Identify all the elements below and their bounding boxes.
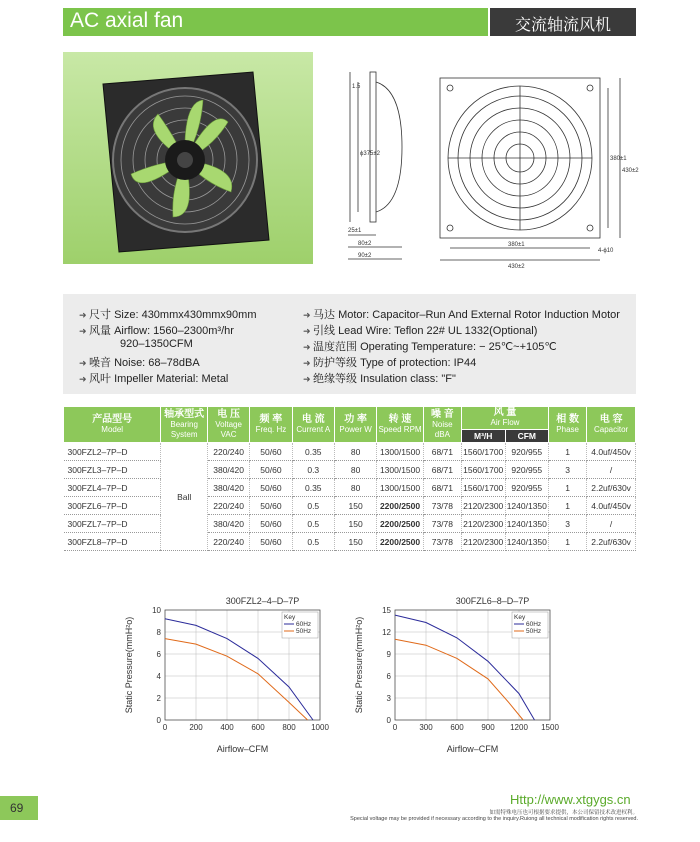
col-header-airflow: 风 量 Air Flow <box>461 407 548 430</box>
col-header-noise: 噪 音 Noise dBA <box>423 407 461 443</box>
col-header-current: 电 流 Current A <box>292 407 334 443</box>
cell-voltage: 220/240 <box>207 443 249 461</box>
pressure-chart-1 <box>120 592 355 767</box>
cell-m3h: 2120/2300 <box>461 515 505 533</box>
spec-temperature: ➜ 温度范围 Operating Temperature: − 25℃~+105℃ <box>303 341 557 353</box>
dim-label: 4-ϕ10 <box>598 248 614 254</box>
header-title: AC axial fan <box>70 9 184 32</box>
col-header-power: 功 率 Power W <box>334 407 376 443</box>
dim-label: 380±1 <box>508 242 525 248</box>
cell-speed: 1300/1500 <box>377 461 424 479</box>
col-header-phase: 相 数 Phase <box>549 407 587 443</box>
page-header <box>0 0 700 38</box>
cell-noise: 73/78 <box>423 533 461 551</box>
cell-freq: 50/60 <box>250 515 292 533</box>
y-tick-label: 6 <box>386 672 391 681</box>
table-row <box>64 443 636 461</box>
spec-impeller: ➜ 风叶 Impeller Material: Metal <box>79 373 229 385</box>
spec-insulation: ➜ 绝缘等级 Insulation class: "F" <box>303 373 456 385</box>
x-tick-label: 600 <box>251 723 265 732</box>
x-axis-label: Airflow–CFM <box>216 744 269 754</box>
dim-label: 430±2 <box>622 168 639 174</box>
cell-model: 300FZL7–7P–D <box>64 515 161 533</box>
cell-current: 0.5 <box>292 497 334 515</box>
cell-power: 80 <box>334 479 376 497</box>
cell-cfm: 920/955 <box>505 461 549 479</box>
x-tick-label: 900 <box>481 723 495 732</box>
col-header-model: 产品型号 Model <box>64 407 161 443</box>
y-tick-label: 3 <box>386 694 391 703</box>
page-number-tab <box>0 796 38 820</box>
note-en: Special voltage may be provided if necessary according to the inquiry.Ruiong all technical modification rights reserved. <box>350 816 638 822</box>
y-tick-label: 12 <box>382 628 391 637</box>
product-photo <box>63 52 313 264</box>
cell-phase: 1 <box>549 533 587 551</box>
cell-cfm: 920/955 <box>505 443 549 461</box>
y-tick-label: 2 <box>156 694 161 703</box>
cell-power: 150 <box>334 533 376 551</box>
cell-phase: 1 <box>549 497 587 515</box>
cell-phase: 1 <box>549 479 587 497</box>
cell-current: 0.5 <box>292 515 334 533</box>
col-header-m3h: M³/H <box>461 430 505 443</box>
y-tick-label: 4 <box>156 672 161 681</box>
cell-current: 0.35 <box>292 479 334 497</box>
series-line-50Hz <box>165 639 308 720</box>
legend-label: 50Hz <box>526 628 542 635</box>
cell-m3h: 1560/1700 <box>461 479 505 497</box>
cell-model: 300FZL4–7P–D <box>64 479 161 497</box>
cell-phase: 1 <box>549 443 587 461</box>
cell-current: 0.35 <box>292 443 334 461</box>
cell-m3h: 1560/1700 <box>461 443 505 461</box>
table-row <box>64 497 636 515</box>
cell-voltage: 380/420 <box>207 461 249 479</box>
cell-noise: 73/78 <box>423 515 461 533</box>
dim-label: 1.5 <box>352 84 361 90</box>
cell-bearing: Ball <box>161 443 208 551</box>
x-tick-label: 1200 <box>510 723 528 732</box>
dim-label: 80±2 <box>358 241 372 247</box>
page-number: 69 <box>10 801 24 815</box>
cell-capacitor: 2.2uf/630v <box>587 533 636 551</box>
model-table <box>63 406 636 551</box>
cell-power: 150 <box>334 515 376 533</box>
cell-noise: 68/71 <box>423 443 461 461</box>
y-tick-label: 0 <box>156 716 161 725</box>
table-row <box>64 479 636 497</box>
x-tick-label: 200 <box>189 723 203 732</box>
cell-speed: 2200/2500 <box>377 497 424 515</box>
y-tick-label: 15 <box>382 606 391 615</box>
cell-voltage: 220/240 <box>207 497 249 515</box>
spec-box <box>63 294 636 394</box>
dim-label: 380±1 <box>610 156 627 162</box>
cell-speed: 1300/1500 <box>377 443 424 461</box>
cell-model: 300FZL8–7P–D <box>64 533 161 551</box>
pressure-chart-2 <box>350 592 585 767</box>
x-tick-label: 1500 <box>541 723 559 732</box>
x-tick-label: 400 <box>220 723 234 732</box>
col-header-capacitor: 电 容 Capacitor <box>587 407 636 443</box>
x-axis-label: Airflow–CFM <box>446 744 499 754</box>
y-tick-label: 8 <box>156 628 161 637</box>
note-cn: 如需特殊电压也可根据要求提供，本公司保留技术改进权利。 <box>489 810 638 816</box>
spec-protection: ➜ 防护等级 Type of protection: IP44 <box>303 357 477 369</box>
spec-airflow: ➜ 风量 Airflow: 1560–2300m³/hr <box>79 325 234 337</box>
cell-voltage: 380/420 <box>207 515 249 533</box>
cell-voltage: 220/240 <box>207 533 249 551</box>
cell-phase: 3 <box>549 461 587 479</box>
cell-noise: 68/71 <box>423 461 461 479</box>
cell-speed: 2200/2500 <box>377 533 424 551</box>
cell-power: 80 <box>334 461 376 479</box>
cell-voltage: 380/420 <box>207 479 249 497</box>
cell-m3h: 2120/2300 <box>461 497 505 515</box>
cell-power: 80 <box>334 443 376 461</box>
col-header-cfm: CFM <box>505 430 549 443</box>
legend-label: 50Hz <box>296 628 312 635</box>
website-url[interactable]: Http://www.xtgygs.cn <box>510 792 631 807</box>
legend-label: 60Hz <box>526 621 542 628</box>
drawing-svg <box>330 60 639 275</box>
cell-speed: 2200/2500 <box>377 515 424 533</box>
cell-power: 150 <box>334 497 376 515</box>
x-tick-label: 0 <box>392 723 398 732</box>
y-axis-label: Static Pressure(mmH²o) <box>124 616 134 714</box>
x-tick-label: 800 <box>282 723 296 732</box>
cell-phase: 3 <box>549 515 587 533</box>
chart-title: 300FZL6–8–D–7P <box>455 596 530 606</box>
legend-title: Key <box>514 614 526 621</box>
cell-noise: 73/78 <box>423 497 461 515</box>
cell-model: 300FZL6–7P–D <box>64 497 161 515</box>
table-row <box>64 533 636 551</box>
cell-freq: 50/60 <box>250 533 292 551</box>
y-axis-label: Static Pressure(mmH²o) <box>354 616 364 714</box>
cell-freq: 50/60 <box>250 479 292 497</box>
table-row <box>64 461 636 479</box>
cell-cfm: 1240/1350 <box>505 533 549 551</box>
x-tick-label: 600 <box>450 723 464 732</box>
spec-airflow-cfm: 920–1350CFM <box>120 338 193 350</box>
dim-label: 430±2 <box>508 264 525 270</box>
cell-freq: 50/60 <box>250 461 292 479</box>
cell-cfm: 1240/1350 <box>505 497 549 515</box>
dim-label: 25±1 <box>348 228 362 234</box>
cell-capacitor: 4.0uf/450v <box>587 497 636 515</box>
y-tick-label: 9 <box>386 650 391 659</box>
col-header-voltage: 电 压 Voltage VAC <box>207 407 249 443</box>
cell-capacitor: / <box>587 515 636 533</box>
series-line-50Hz <box>395 639 523 720</box>
cell-noise: 68/71 <box>423 479 461 497</box>
legend-label: 60Hz <box>296 621 312 628</box>
dim-label: 90±2 <box>358 253 372 259</box>
col-header-freq: 频 率 Freq. Hz <box>250 407 292 443</box>
cell-freq: 50/60 <box>250 497 292 515</box>
technical-drawings <box>330 60 639 275</box>
chart-title: 300FZL2–4–D–7P <box>225 596 300 606</box>
cell-current: 0.5 <box>292 533 334 551</box>
cell-capacitor: 2.2uf/630v <box>587 479 636 497</box>
cell-capacitor: 4.0uf/450v <box>587 443 636 461</box>
cell-freq: 50/60 <box>250 443 292 461</box>
y-tick-label: 10 <box>152 606 161 615</box>
cell-m3h: 2120/2300 <box>461 533 505 551</box>
spec-size: ➜ 尺寸 Size: 430mmx430mmx90mm <box>79 309 257 321</box>
col-header-bearing: 轴承型式 Bearing System <box>161 407 208 443</box>
cell-model: 300FZL3–7P–D <box>64 461 161 479</box>
spec-lead-wire: ➜ 引线 Lead Wire: Teflon 22# UL 1332(Optional) <box>303 325 538 337</box>
dim-label: ϕ375±2 <box>360 151 381 157</box>
fan-illustration <box>63 52 313 264</box>
x-tick-label: 300 <box>419 723 433 732</box>
cell-m3h: 1560/1700 <box>461 461 505 479</box>
x-tick-label: 1000 <box>311 723 329 732</box>
cell-capacitor: / <box>587 461 636 479</box>
cell-model: 300FZL2–7P–D <box>64 443 161 461</box>
spec-noise: ➜ 噪音 Noise: 68–78dBA <box>79 357 200 369</box>
table-row <box>64 515 636 533</box>
x-tick-label: 0 <box>162 723 168 732</box>
cell-current: 0.3 <box>292 461 334 479</box>
legend-title: Key <box>284 614 296 621</box>
spec-motor: ➜ 马达 Motor: Capacitor–Run And External Rotor Induction Motor <box>303 309 620 321</box>
y-tick-label: 0 <box>386 716 391 725</box>
header-title-cn: 交流轴流风机 <box>514 17 611 34</box>
col-header-speed: 转 速 Speed RPM <box>377 407 424 443</box>
cell-cfm: 920/955 <box>505 479 549 497</box>
cell-speed: 1300/1500 <box>377 479 424 497</box>
cell-cfm: 1240/1350 <box>505 515 549 533</box>
front-view <box>440 78 620 260</box>
y-tick-label: 6 <box>156 650 161 659</box>
